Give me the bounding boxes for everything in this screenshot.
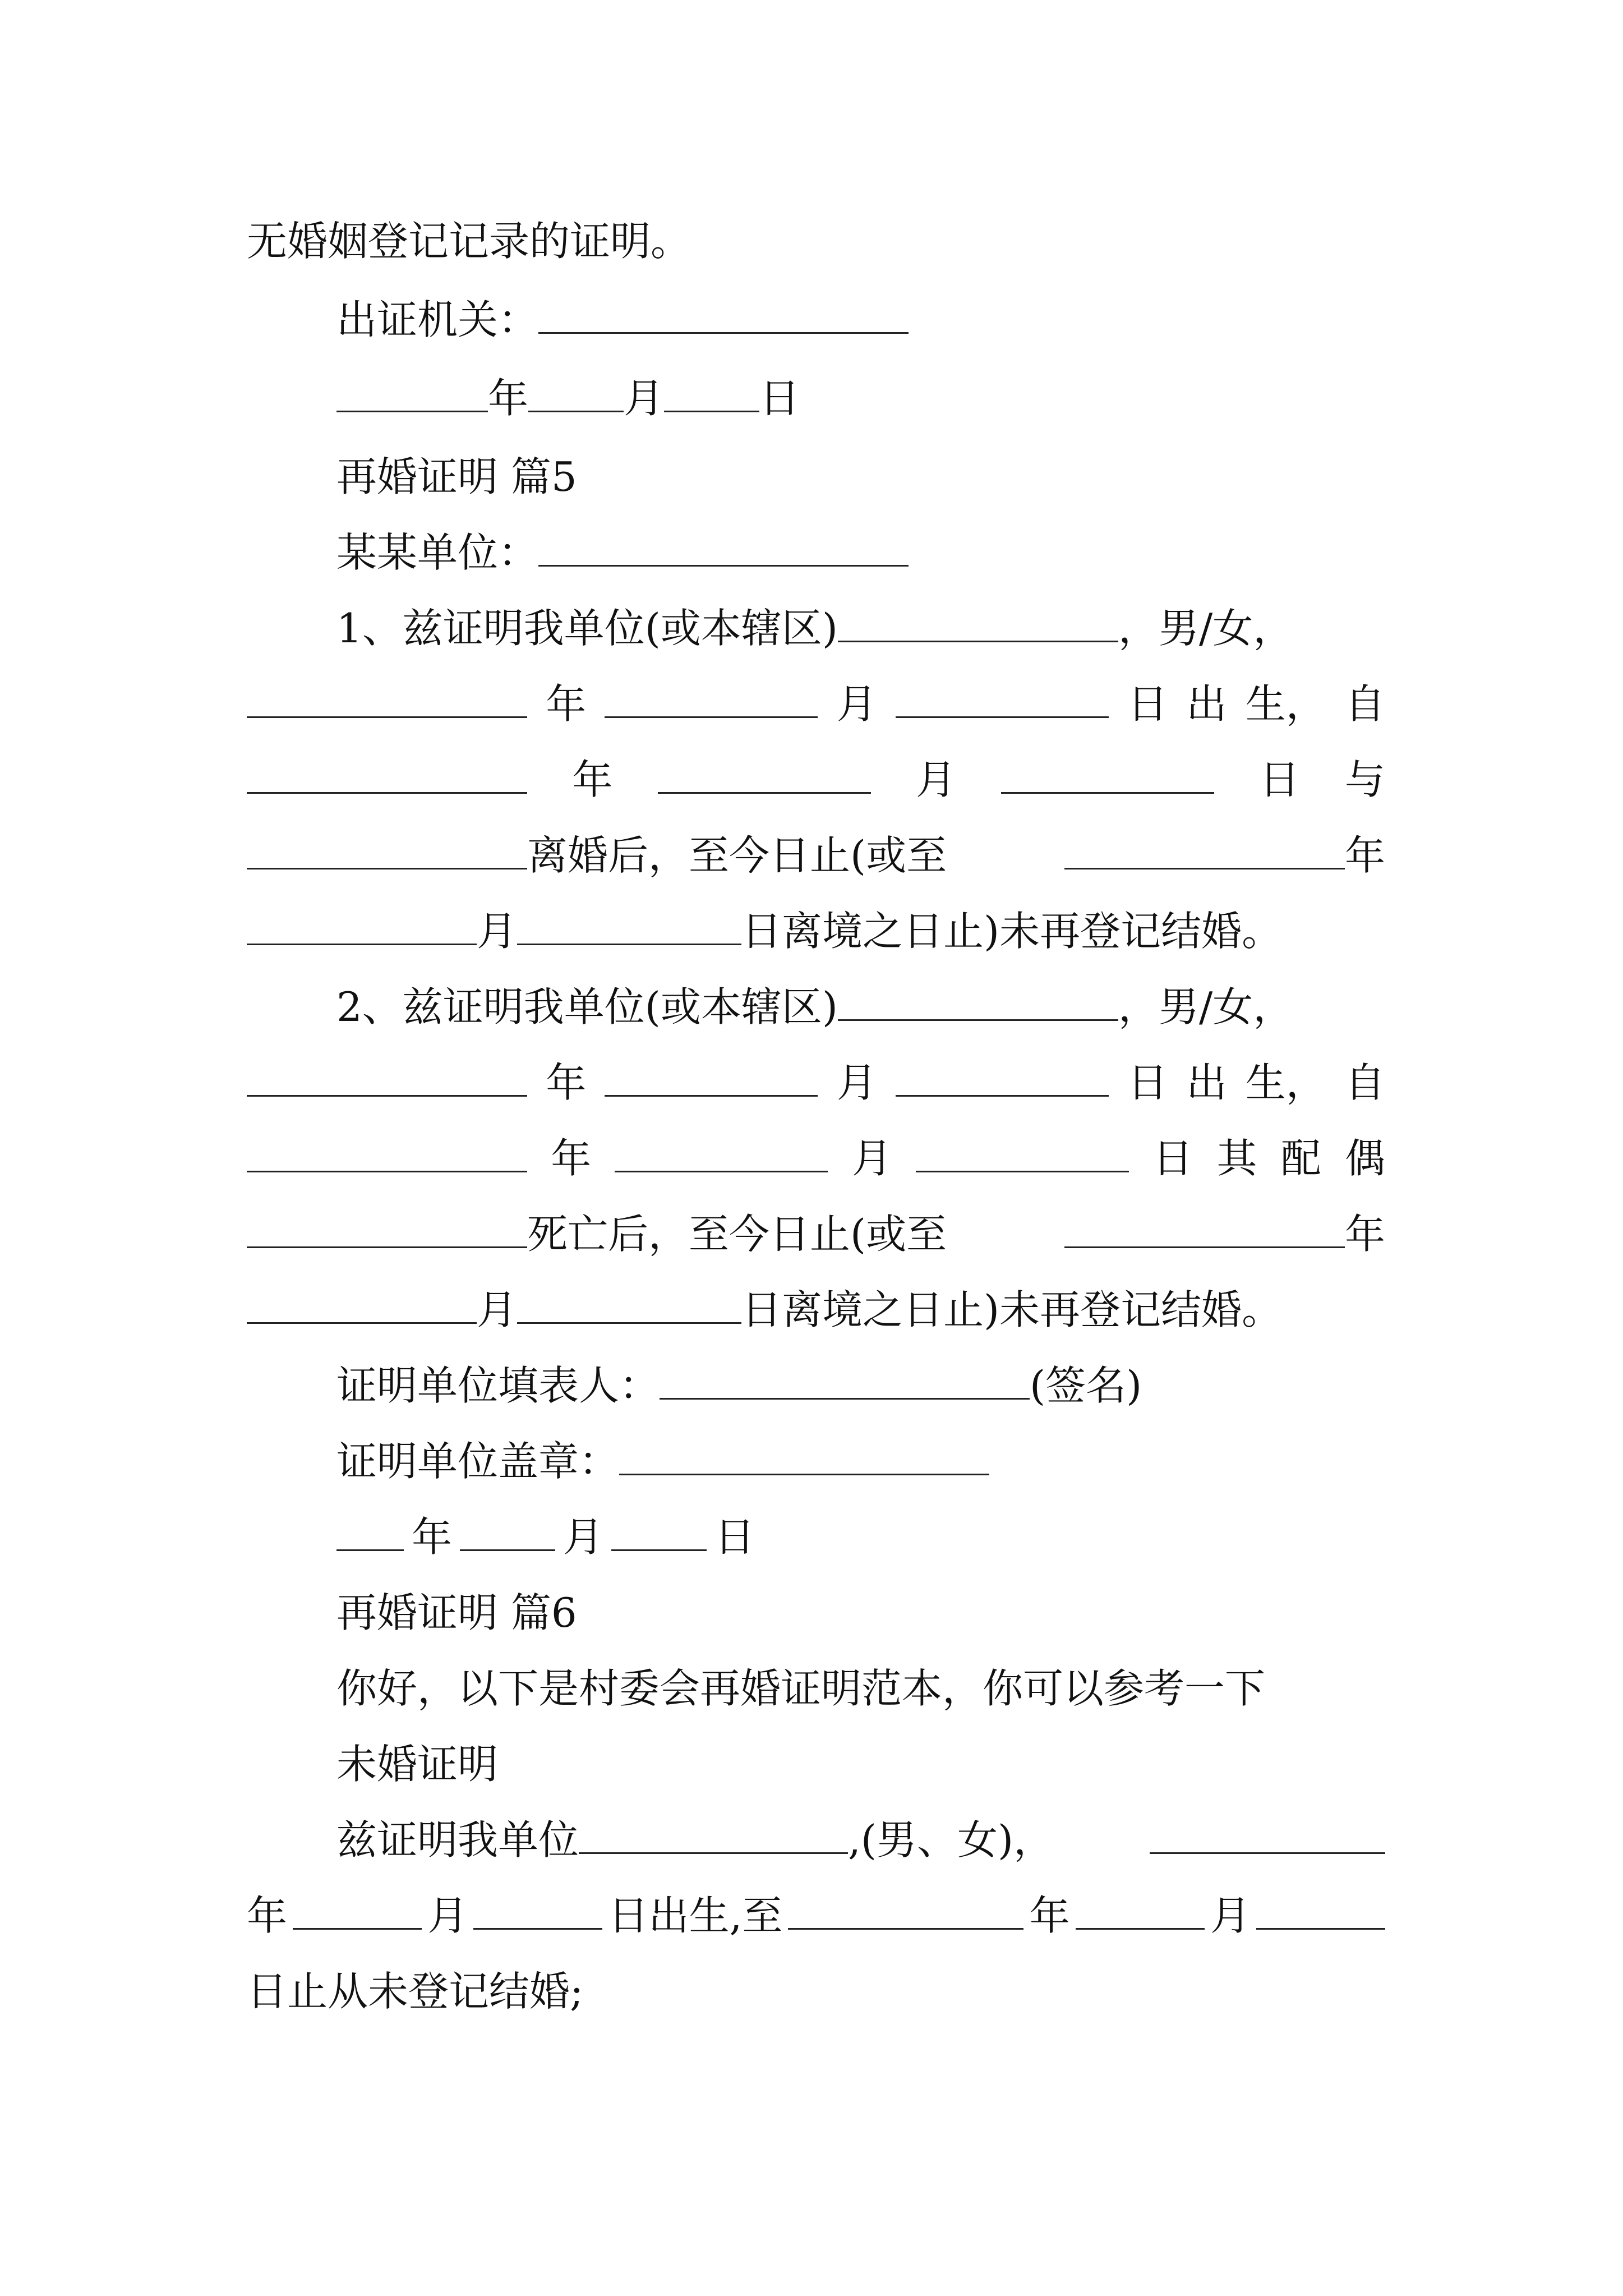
fill-blank bbox=[896, 1056, 1109, 1097]
fill-blank bbox=[660, 1359, 1030, 1400]
fill-blank bbox=[528, 371, 624, 412]
text-line bbox=[247, 213, 1385, 269]
label: 证明单位填表人： bbox=[336, 1362, 660, 1409]
day-label: 日 bbox=[714, 1513, 755, 1561]
fill-blank bbox=[658, 753, 871, 794]
fill-blank bbox=[247, 677, 527, 718]
text: 日止从未登记结婚; bbox=[247, 1968, 584, 2015]
fill-blank bbox=[1256, 1889, 1385, 1930]
text: 生， bbox=[1245, 1059, 1326, 1106]
fill-blank bbox=[615, 1131, 828, 1172]
unit-line bbox=[336, 524, 1385, 581]
fill-blank bbox=[247, 1283, 477, 1324]
text: 你好，以下是村委会再婚证明范本，你可以参考一下 bbox=[336, 1665, 1266, 1712]
paragraph-1-line-3 bbox=[247, 752, 1385, 808]
label: 某某单位： bbox=[336, 529, 539, 576]
text: 兹证明我单位 bbox=[336, 1816, 579, 1864]
text: 年 bbox=[1029, 1892, 1070, 1939]
paragraph-2-line-4 bbox=[247, 1206, 1385, 1262]
text: 日离境之日止)未再登记结婚。 bbox=[741, 908, 1283, 955]
fill-blank bbox=[838, 601, 1118, 642]
year-label: 年 bbox=[412, 1513, 453, 1561]
paragraph-1-line-5 bbox=[247, 903, 1385, 959]
text: 年 bbox=[1344, 832, 1385, 879]
fill-blank bbox=[460, 1510, 555, 1551]
issuing-authority-line bbox=[336, 292, 1385, 348]
paragraph-1-line-2 bbox=[247, 676, 1385, 732]
text: 月 bbox=[851, 1135, 892, 1182]
text: 无婚姻登记记录的证明。 bbox=[247, 218, 691, 265]
text: 日离境之日止)未再登记结婚。 bbox=[741, 1286, 1283, 1333]
text: 离婚后，至今日止(或至 bbox=[527, 832, 947, 879]
fill-blank bbox=[247, 1056, 527, 1097]
fill-blank bbox=[1064, 829, 1345, 869]
date-line bbox=[336, 1509, 1385, 1565]
intro-line bbox=[336, 1660, 1385, 1717]
text: 日 bbox=[1127, 680, 1168, 728]
unmarried-line-3 bbox=[247, 1963, 1385, 2019]
text: 配 bbox=[1280, 1135, 1321, 1182]
fill-blank bbox=[293, 1889, 422, 1930]
text: 月 bbox=[477, 908, 518, 955]
label: 证明单位盖章： bbox=[336, 1438, 620, 1485]
fill-blank bbox=[838, 980, 1118, 1021]
heading: 再婚证明 篇6 bbox=[336, 1589, 577, 1636]
text: 未婚证明 bbox=[336, 1741, 499, 1788]
text: 自 bbox=[1344, 1059, 1385, 1106]
text: 2、兹证明我单位(或本辖区) bbox=[336, 983, 838, 1030]
year-label: 年 bbox=[488, 375, 529, 422]
signature-line bbox=[336, 1358, 1385, 1414]
label: 出证机关： bbox=[336, 296, 539, 343]
text: 月 bbox=[836, 680, 877, 728]
text: 日 bbox=[1152, 1135, 1193, 1182]
text: 死亡后，至今日止(或至 bbox=[527, 1211, 947, 1258]
text: 月 bbox=[427, 1892, 468, 1939]
text: 月 bbox=[915, 756, 956, 803]
text: 出 bbox=[1186, 1059, 1227, 1106]
fill-blank bbox=[611, 1510, 707, 1551]
fill-blank bbox=[247, 904, 477, 945]
fill-blank bbox=[896, 677, 1109, 718]
paragraph-2-line-2 bbox=[247, 1055, 1385, 1111]
fill-blank bbox=[538, 526, 909, 567]
text: 与 bbox=[1344, 756, 1385, 803]
fill-blank bbox=[605, 1056, 818, 1097]
fill-blank bbox=[1150, 1813, 1385, 1854]
fill-blank bbox=[247, 1131, 527, 1172]
text: 年 bbox=[551, 1135, 592, 1182]
text: 年 bbox=[247, 1892, 288, 1939]
text: 年 bbox=[572, 756, 613, 803]
text: 偶 bbox=[1344, 1135, 1385, 1182]
fill-blank bbox=[517, 904, 741, 945]
text: ,(男、女)， bbox=[848, 1816, 1054, 1864]
fill-blank bbox=[1076, 1889, 1205, 1930]
text: 日 bbox=[1127, 1059, 1168, 1106]
text: 月 bbox=[1210, 1892, 1251, 1939]
paragraph-2-line-5 bbox=[247, 1282, 1385, 1338]
text: 自 bbox=[1344, 680, 1385, 728]
fill-blank bbox=[247, 1207, 527, 1248]
fill-blank bbox=[247, 829, 527, 869]
month-label: 月 bbox=[563, 1513, 604, 1561]
text: 日 bbox=[1259, 756, 1300, 803]
text: 出 bbox=[1186, 680, 1227, 728]
text: 月 bbox=[836, 1059, 877, 1106]
paragraph-2-line-3 bbox=[247, 1130, 1385, 1186]
text: 日出生,至 bbox=[608, 1892, 783, 1939]
text: 年 bbox=[546, 680, 587, 728]
section-heading bbox=[336, 449, 1385, 505]
fill-blank bbox=[605, 677, 818, 718]
text: ，男/女， bbox=[1118, 983, 1294, 1030]
text: 月 bbox=[477, 1286, 518, 1333]
fill-blank bbox=[336, 371, 488, 412]
unmarried-line-1 bbox=[336, 1812, 1385, 1868]
text: 生， bbox=[1245, 680, 1326, 728]
date-line bbox=[336, 370, 1385, 426]
fill-blank bbox=[538, 293, 909, 334]
paragraph-1-line-1 bbox=[336, 600, 1385, 656]
fill-blank bbox=[247, 753, 527, 794]
heading: 再婚证明 篇5 bbox=[336, 453, 577, 500]
seal-line bbox=[336, 1433, 1385, 1489]
day-label: 日 bbox=[759, 375, 800, 422]
fill-blank bbox=[1001, 753, 1214, 794]
paragraph-1-line-4 bbox=[247, 827, 1385, 884]
text: 1、兹证明我单位(或本辖区) bbox=[336, 605, 838, 652]
fill-blank bbox=[336, 1510, 404, 1551]
form-title bbox=[336, 1736, 1385, 1792]
fill-blank bbox=[579, 1813, 848, 1854]
fill-blank bbox=[916, 1131, 1129, 1172]
text: 其 bbox=[1216, 1135, 1257, 1182]
month-label: 月 bbox=[624, 375, 665, 422]
text: ，男/女， bbox=[1118, 605, 1294, 652]
paragraph-2-line-1 bbox=[336, 979, 1385, 1035]
fill-blank bbox=[517, 1283, 741, 1324]
fill-blank bbox=[788, 1889, 1023, 1930]
unmarried-line-2 bbox=[247, 1888, 1385, 1944]
text: 年 bbox=[546, 1059, 587, 1106]
text: (签名) bbox=[1030, 1362, 1142, 1409]
section-heading bbox=[336, 1585, 1385, 1641]
fill-blank bbox=[619, 1434, 989, 1475]
fill-blank bbox=[664, 371, 759, 412]
fill-blank bbox=[1064, 1207, 1345, 1248]
text: 年 bbox=[1344, 1211, 1385, 1258]
fill-blank bbox=[473, 1889, 602, 1930]
